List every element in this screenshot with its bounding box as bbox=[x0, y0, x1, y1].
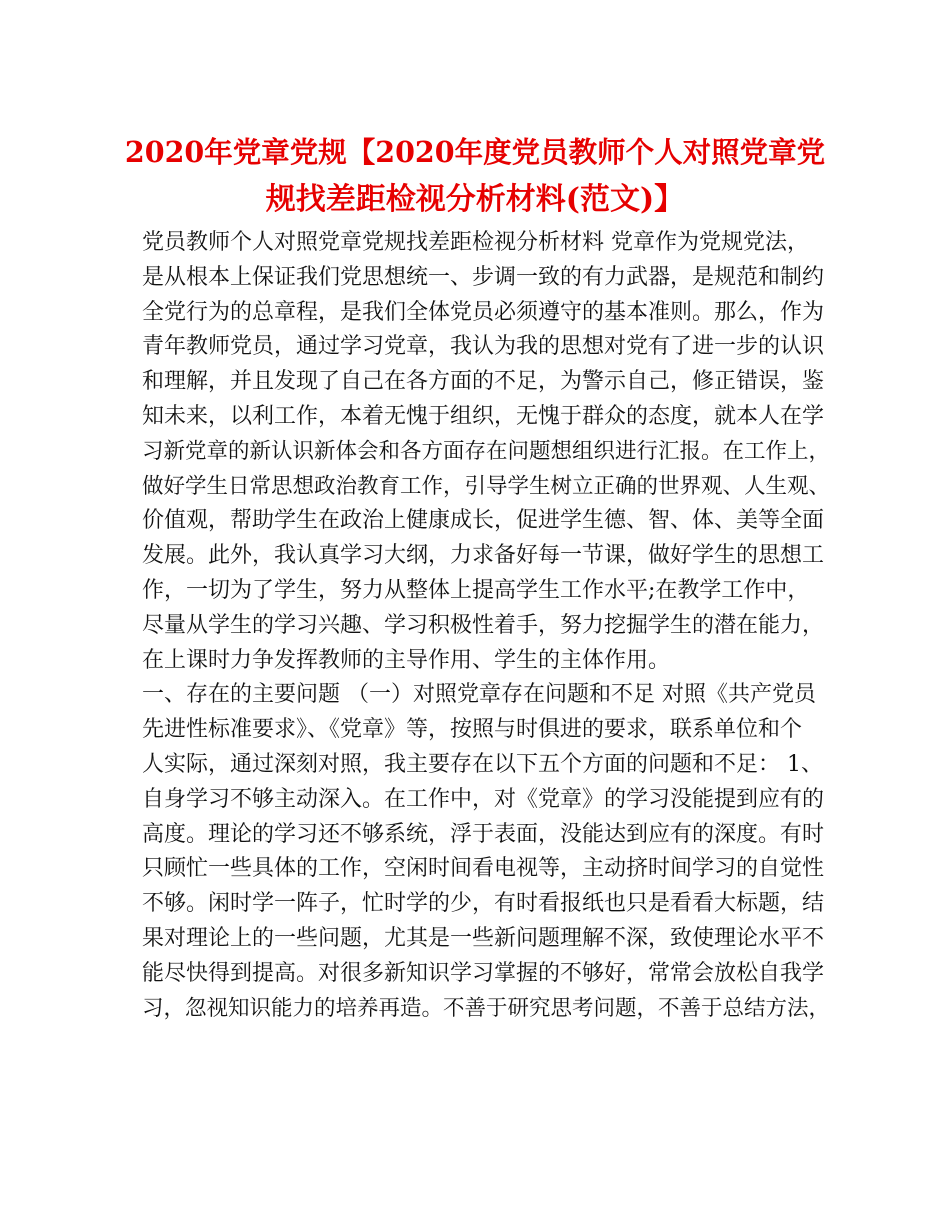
body-line: 全党行为的总章程，是我们全体党员必须遵守的基本准则。那么，作为 bbox=[142, 299, 825, 325]
body-line: 发展。此外，我认真学习大纲，力求备好每一节课，做好学生的思想工 bbox=[142, 543, 825, 569]
body-line: 习，忽视知识能力的培养再造。不善于研究思考问题，不善于总结方法， bbox=[142, 995, 831, 1021]
body-line: 不够。闲时学一阵子，忙时学的少，有时看报纸也只是看看大标题，结 bbox=[142, 891, 825, 917]
body-line: 做好学生日常思想政治教育工作，引导学生树立正确的世界观、人生观、 bbox=[142, 473, 831, 499]
document-body bbox=[142, 226, 832, 1026]
body-line: 能尽快得到提高。对很多新知识学习掌握的不够好，常常会放松自我学 bbox=[142, 960, 825, 986]
body-line: 只顾忙一些具体的工作，空闲时间看电视等，主动挤时间学习的自觉性 bbox=[142, 856, 825, 882]
body-line: 先进性标准要求》、《党章》等，按照与时俱进的要求，联系单位和个 bbox=[142, 717, 803, 743]
title-line: 规找差距检视分析材料(范文)】 bbox=[265, 182, 685, 217]
body-line: 知未来，以利工作，本着无愧于组织，无愧于群众的态度，就本人在学 bbox=[142, 403, 825, 429]
body-line: 党员教师个人对照党章党规找差距检视分析材料 党章作为党规党法， bbox=[142, 230, 809, 255]
body-line: 人实际，通过深刻对照，我主要存在以下五个方面的问题和不足： 1、 bbox=[142, 751, 823, 777]
body-line: 自身学习不够主动深入。在工作中，对《党章》的学习没能提到应有的 bbox=[142, 786, 825, 812]
body-line: 在上课时力争发挥教师的主导作用、学生的主体作用。 bbox=[142, 647, 671, 673]
body-line: 一、存在的主要问题 （一）对照党章存在问题和不足 对照《共产党员 bbox=[142, 682, 816, 708]
body-line: 习新党章的新认识新体会和各方面存在问题想组织进行汇报。在工作上， bbox=[142, 438, 831, 464]
body-line: 高度。理论的学习还不够系统，浮于表面，没能达到应有的深度。有时 bbox=[142, 821, 825, 847]
body-line: 是从根本上保证我们党思想统一、步调一致的有力武器，是规范和制约 bbox=[142, 264, 825, 290]
body-line: 价值观，帮助学生在政治上健康成长，促进学生德、智、体、美等全面 bbox=[142, 508, 825, 534]
body-line: 和理解，并且发现了自己在各方面的不足，为警示自己，修正错误，鉴 bbox=[142, 369, 825, 395]
body-line: 尽量从学生的学习兴趣、学习积极性着手，努力挖掘学生的潜在能力， bbox=[142, 612, 825, 638]
document-title bbox=[120, 128, 830, 224]
body-line: 作，一切为了学生，努力从整体上提高学生工作水平;在教学工作中， bbox=[142, 577, 810, 603]
title-line: 2020年党章党规【2020年度党员教师个人对照党章党 bbox=[124, 135, 826, 169]
body-line: 青年教师党员，通过学习党章，我认为我的思想对党有了进一步的认识 bbox=[142, 334, 825, 360]
body-line: 果对理论上的一些问题，尤其是一些新问题理解不深，致使理论水平不 bbox=[142, 925, 825, 951]
